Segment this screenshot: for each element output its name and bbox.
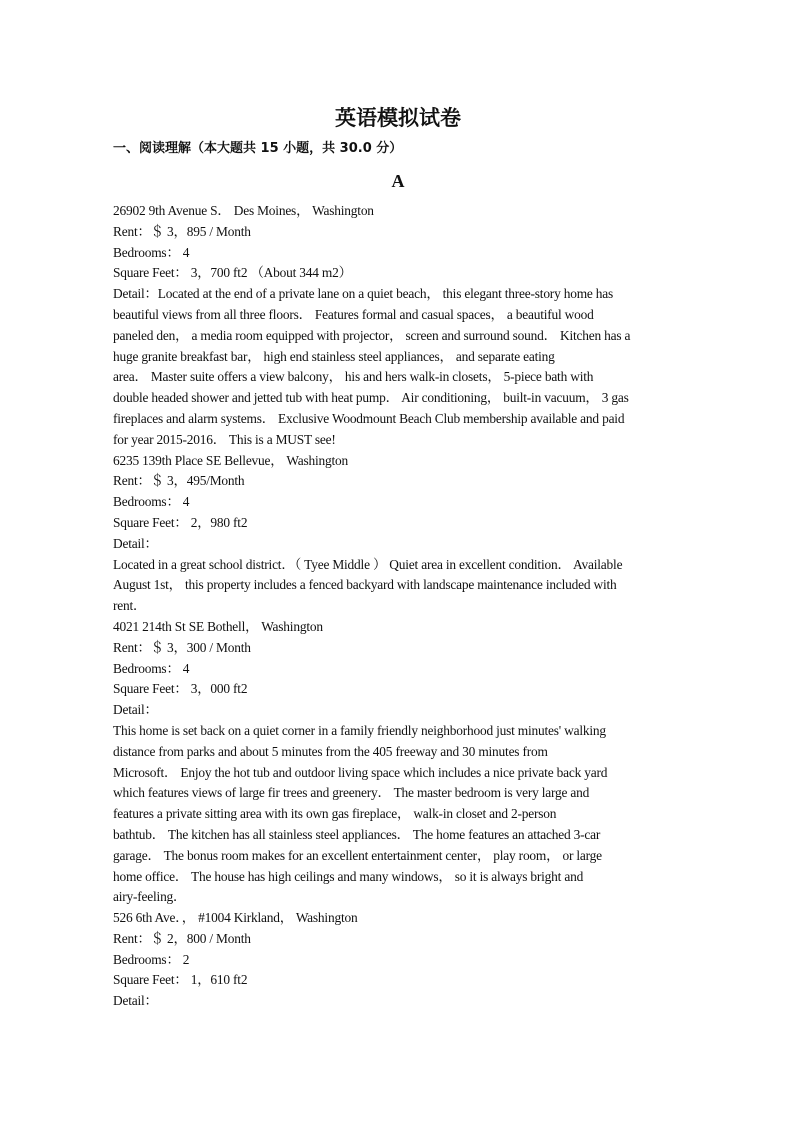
text-line: 26902 9th Avenue S． Des Moines， Washington — [113, 203, 374, 218]
text-line: Rent：＄ 3，300 / Month — [113, 639, 251, 655]
text-line: Detail：Located at the end of a private lane on a quiet beach， this elegant three-story home has — [113, 286, 614, 302]
text-line: 6235 139th Place SE Bellevue， Washington — [113, 452, 349, 468]
passage-label: A — [391, 171, 405, 191]
text-line: paneled den， a media room equipped with projector， screen and surround sound． Kitchen has a — [113, 327, 631, 343]
text-line: double headed shower and jetted tub with heat pump． Air conditioning， built-in vacuum， 3 gas — [113, 390, 629, 406]
text-line: huge granite breakfast bar， high end stainless steel appliances， and separate eating — [113, 348, 555, 364]
text-line: Square Feet： 3，700 ft2 （About 344 m2） — [113, 265, 352, 281]
exam-page — [113, 100, 683, 1012]
text-line: Rent：＄ 2，800 / Month — [113, 930, 251, 946]
text-line: Square Feet： 1，610 ft2 — [113, 972, 248, 988]
section-heading: 一、阅读理解（本大题共 15 小题，共 30.0 分） — [113, 141, 403, 156]
text-line: garage． The bonus room makes for an excellent entertainment center， play room， or large — [113, 847, 602, 863]
text-line: This home is set back on a quiet corner in a family friendly neighborhood just minutes' walking — [113, 722, 606, 738]
text-line: for year 2015-2016． This is a MUST see! — [113, 431, 336, 447]
text-line: area． Master suite offers a view balcony， his and hers walk-in closets， 5-piece bath with — [113, 369, 594, 385]
text-line: Detail： — [113, 993, 158, 1009]
text-line: Bedrooms： 4 — [113, 494, 190, 510]
text-line: fireplaces and alarm systems． Exclusive Woodmount Beach Club membership available and paid — [113, 410, 625, 426]
text-line: 4021 214th St SE Bothell， Washington — [113, 618, 323, 634]
text-line: airy-feeling． — [113, 889, 187, 905]
passage-body — [113, 201, 683, 1012]
text-line: distance from parks and about 5 minutes from the 405 freeway and 30 minutes from — [113, 743, 548, 759]
text-line: Rent：＄ 3，495/Month — [113, 473, 245, 489]
text-line: home office． The house has high ceilings and many windows， so it is always bright and — [113, 868, 584, 884]
text-line: Located in a great school district．（ Tyee Middle ） Quiet area in excellent condition． Available — [113, 556, 623, 572]
text-line: Square Feet： 2，980 ft2 — [113, 514, 248, 530]
text-line: bathtub． The kitchen has all stainless steel appliances． The home features an attached 3-car — [113, 826, 601, 842]
page-title: 英语模拟试卷 — [335, 105, 461, 130]
text-line: rent． — [113, 598, 147, 614]
text-line: Detail： — [113, 702, 158, 718]
text-line: Square Feet： 3，000 ft2 — [113, 681, 248, 697]
text-line: which features views of large fir trees and greenery． The master bedroom is very large and — [113, 785, 590, 801]
text-line: Bedrooms： 4 — [113, 244, 190, 260]
text-line: Bedrooms： 2 — [113, 951, 190, 967]
text-line: 526 6th Ave．， #1004 Kirkland， Washington — [113, 910, 358, 926]
text-line: Bedrooms： 4 — [113, 660, 190, 676]
text-line: Detail： — [113, 535, 158, 551]
text-line: August 1st， this property includes a fenced backyard with landscape maintenance included with — [113, 577, 617, 593]
text-line: beautiful views from all three floors． Features formal and casual spaces， a beautiful wood — [113, 306, 594, 322]
text-line: features a private sitting area with its own gas fireplace， walk-in closet and 2-person — [113, 806, 557, 822]
text-line: Rent：＄ 3，895 / Month — [113, 223, 251, 239]
text-line: Microsoft． Enjoy the hot tub and outdoor living space which includes a nice private back yard — [113, 764, 608, 780]
